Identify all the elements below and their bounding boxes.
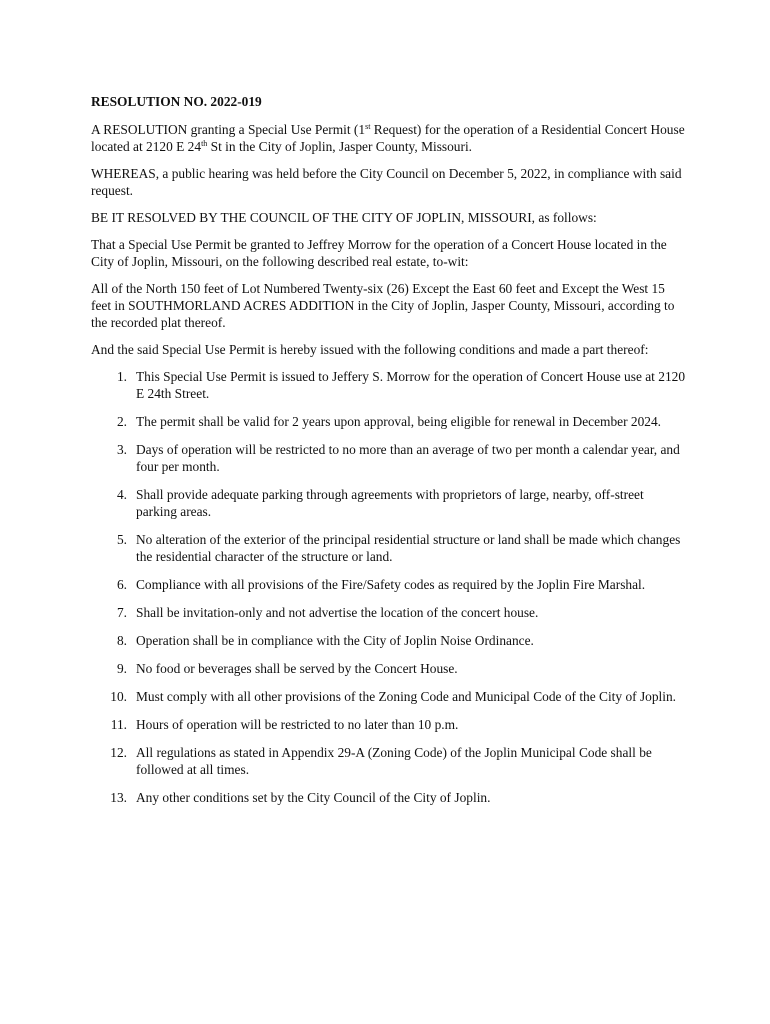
grant-paragraph: That a Special Use Permit be granted to Jeffrey Morrow for the operation of a Concert House located in the City of Joplin, Missouri, on the following described real estate, to-wit: bbox=[91, 237, 667, 269]
condition-item bbox=[91, 576, 687, 593]
condition-text: The permit shall be valid for 2 years upon approval, being eligible for renewal in December 2024. bbox=[136, 414, 662, 429]
resolution-document bbox=[91, 93, 687, 817]
condition-text: Shall be invitation-only and not advertise the location of the concert house. bbox=[136, 605, 539, 620]
whereas-paragraph: WHEREAS, a public hearing was held before the City Council on December 5, 2022, in compliance with said request. bbox=[91, 166, 682, 198]
condition-text: Compliance with all provisions of the Fire/Safety codes as required by the Joplin Fire Marshal. bbox=[136, 577, 646, 592]
condition-text: Days of operation will be restricted to no more than an average of two per month a calendar year, and four per month. bbox=[136, 442, 680, 474]
condition-number: 4. bbox=[116, 487, 127, 502]
condition-number: 7. bbox=[116, 605, 127, 620]
intro-street-sup: th bbox=[201, 139, 208, 148]
condition-item bbox=[91, 413, 687, 430]
condition-text: Hours of operation will be restricted to no later than 10 p.m. bbox=[136, 717, 459, 732]
resolution-intro bbox=[91, 121, 687, 155]
condition-number: 2. bbox=[116, 414, 127, 429]
condition-text: Shall provide adequate parking through agreements with proprietors of large, nearby, off-street parking areas. bbox=[136, 487, 644, 519]
condition-item bbox=[91, 486, 687, 520]
condition-item bbox=[91, 632, 687, 649]
condition-number: 1. bbox=[116, 369, 127, 384]
conditions-list bbox=[91, 368, 687, 806]
intro-ordinal-sup: st bbox=[365, 122, 371, 131]
condition-number: 11. bbox=[110, 717, 127, 732]
intro-text-middle: Request) for the operation of a Residential Concert House located at 2120 E 24 bbox=[91, 122, 685, 154]
condition-item bbox=[91, 441, 687, 475]
condition-number: 5. bbox=[116, 532, 127, 547]
resolution-title: RESOLUTION NO. 2022-019 bbox=[91, 94, 262, 109]
condition-text: Must comply with all other provisions of the Zoning Code and Municipal Code of the City of Joplin. bbox=[136, 689, 677, 704]
condition-item bbox=[91, 604, 687, 621]
condition-item bbox=[91, 744, 687, 778]
conditions-intro-paragraph: And the said Special Use Permit is hereby issued with the following conditions and made a part thereof: bbox=[91, 342, 649, 357]
condition-number: 6. bbox=[116, 577, 127, 592]
condition-number: 13. bbox=[110, 790, 127, 805]
resolved-paragraph: BE IT RESOLVED BY THE COUNCIL OF THE CITY OF JOPLIN, MISSOURI, as follows: bbox=[91, 210, 597, 225]
condition-text: Any other conditions set by the City Council of the City of Joplin. bbox=[136, 790, 491, 805]
intro-text-end: St in the City of Joplin, Jasper County, Missouri. bbox=[207, 139, 473, 154]
intro-text-start: A RESOLUTION granting a Special Use Permit (1 bbox=[91, 122, 366, 137]
condition-text: Operation shall be in compliance with the City of Joplin Noise Ordinance. bbox=[136, 633, 534, 648]
condition-item bbox=[91, 789, 687, 806]
condition-text: This Special Use Permit is issued to Jeffery S. Morrow for the operation of Concert House use at 2120 E 24th Street. bbox=[136, 369, 686, 401]
condition-number: 12. bbox=[110, 745, 127, 760]
condition-number: 3. bbox=[116, 442, 127, 457]
condition-item bbox=[91, 531, 687, 565]
condition-number: 8. bbox=[116, 633, 127, 648]
condition-number: 9. bbox=[116, 661, 127, 676]
condition-text: All regulations as stated in Appendix 29-A (Zoning Code) of the Joplin Municipal Code shall be followed at all times. bbox=[136, 745, 652, 777]
condition-item bbox=[91, 688, 687, 705]
condition-item bbox=[91, 660, 687, 677]
condition-item bbox=[91, 716, 687, 733]
condition-text: No alteration of the exterior of the principal residential structure or land shall be made which changes the residential character of the structure or land. bbox=[136, 532, 681, 564]
condition-text: No food or beverages shall be served by the Concert House. bbox=[136, 661, 458, 676]
legal-description-paragraph: All of the North 150 feet of Lot Numbered Twenty-six (26) Except the East 60 feet and Except the West 15 feet in SOUTHMORLAND ACRES ADDITION in the City of Joplin, Jasper County, Missouri, according to the recorded plat thereof. bbox=[91, 281, 675, 330]
condition-number: 10. bbox=[110, 689, 127, 704]
condition-item bbox=[91, 368, 687, 402]
